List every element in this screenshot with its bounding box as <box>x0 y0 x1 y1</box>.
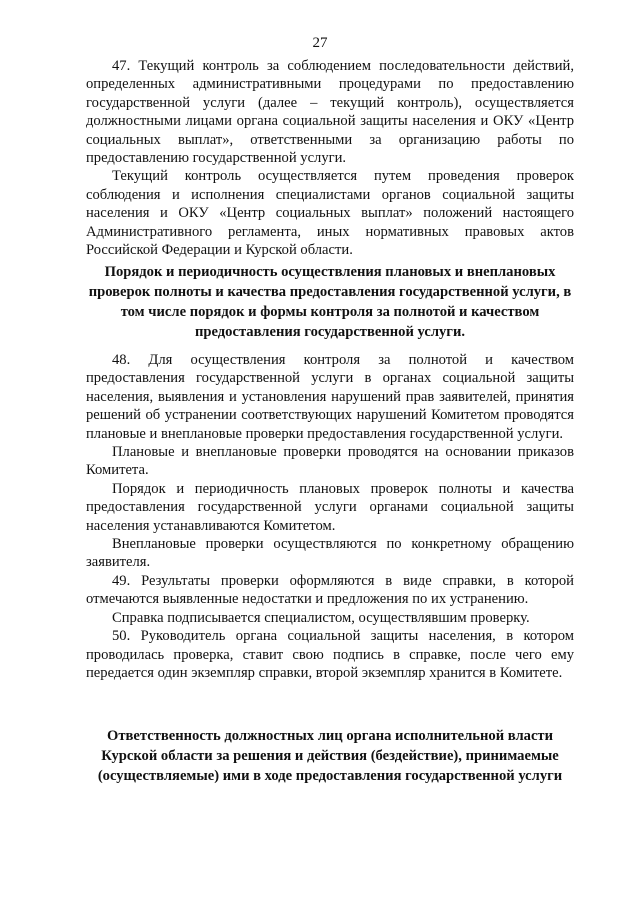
text-block-inspections <box>86 351 574 682</box>
paragraph-inspections-order: Порядок и периодичность плановых проверок полноты и качества предоставления государственной услуги органами социальной защиты населения устанавливаются Комитетом. <box>86 480 574 534</box>
paragraph-49: 49. Результаты проверки оформляются в виде справки, в которой отмечаются выявленные недостатки и предложения по их устранению. <box>86 572 574 608</box>
section-heading-responsibility: Ответственность должностных лиц органа исполнительной власти Курской области за решения и действия (бездействие), принимаемые (осуществляемые) ими в ходе предоставления государственной услуги <box>97 728 563 784</box>
paragraph-unscheduled-inspections: Внеплановые проверки осуществляются по конкретному обращению заявителя. <box>86 536 574 571</box>
text-block-control <box>86 57 574 259</box>
paragraph-report-signature: Справка подписывается специалистом, осуществлявшим проверку. <box>112 609 530 626</box>
paragraph-inspections-basis: Плановые и внеплановые проверки проводятся на основании приказов Комитета. <box>86 444 574 479</box>
section-heading-inspections: Порядок и периодичность осуществления плановых и внеплановых проверок полноты и качества предоставления государственной услуги, в том числе порядок и формы контроля за полнотой и качеством предоставления государственной услуги. <box>88 264 572 340</box>
paragraph-48: 48. Для осуществления контроля за полнотой и качеством предоставления государственной услуги в органах социальной защиты населения, выявления и установления нарушений прав заявителей, принятия решений об устранении соответствующих нарушений Комитетом проводятся плановые и внеплановые проверки предоставления государственной услуги. <box>86 352 574 442</box>
paragraph-47: 47. Текущий контроль за соблюдением последовательности действий, определенных административными процедурами по предоставлению государственной услуги (далее – текущий контроль), осуществляется должностными лицами органа социальной защиты населения и ОКУ «Центр социальных выплат», ответственными за организацию работы по предоставлению государственной услуги. <box>86 58 574 167</box>
paragraph-50: 50. Руководитель органа социальной защиты населения, в котором проводилась проверка, ставит свою подпись в справке, после чего ему передается один экземпляр справки, второй экземпляр хранится в Комитете. <box>86 628 574 681</box>
page-number: 27 <box>312 35 328 51</box>
paragraph-current-control: Текущий контроль осуществляется путем проведения проверок соблюдения и исполнения специалистами органов социальной защиты населения и ОКУ «Центр социальных выплат» положений настоящего Административного регламента, иных нормативных правовых актов Российской Федерации и Курской области. <box>86 168 574 259</box>
